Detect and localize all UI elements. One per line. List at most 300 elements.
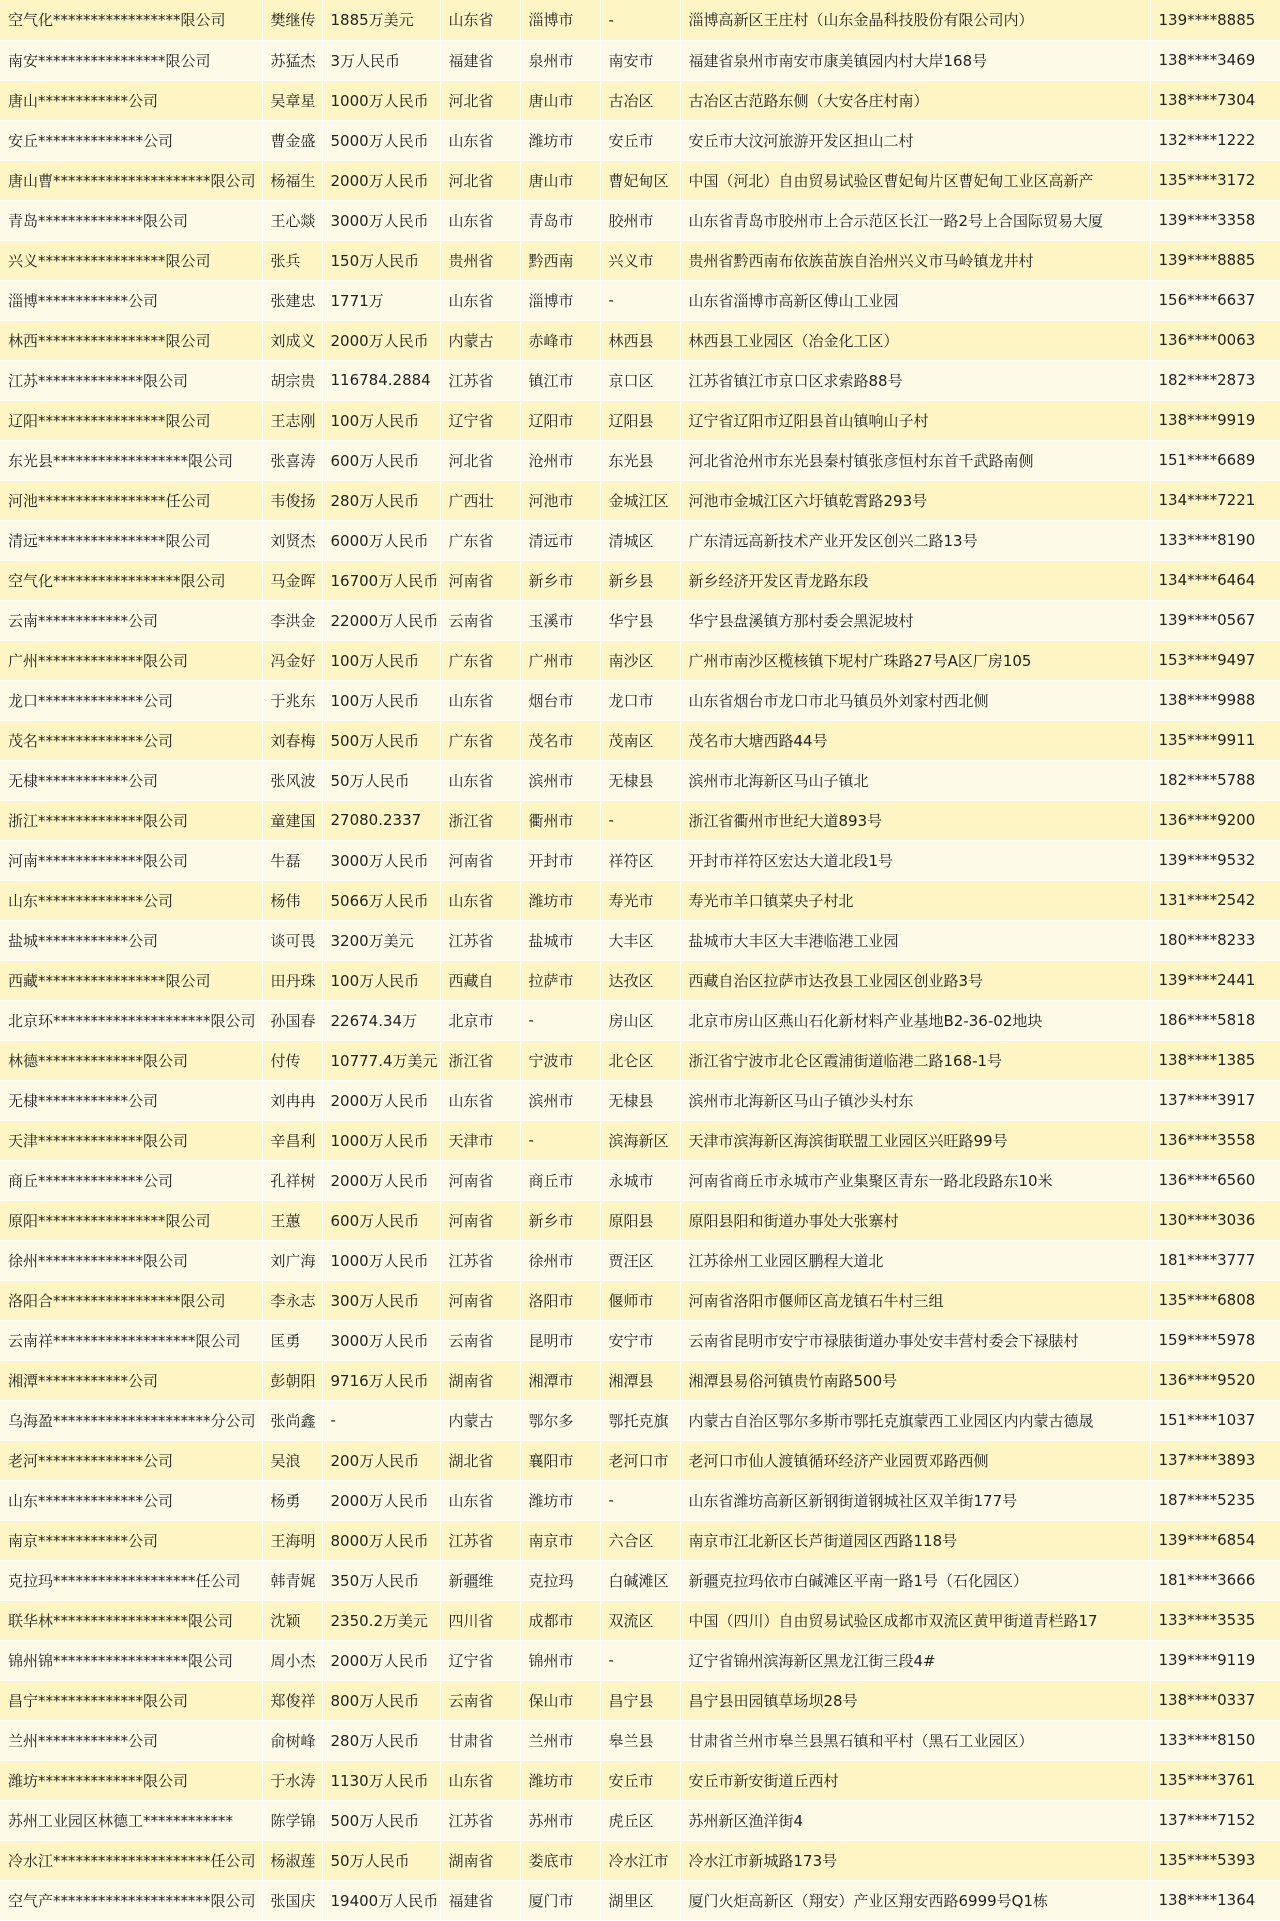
company-name-cell: 南京************公司 — [0, 1520, 262, 1560]
company-name-cell: 山东**************公司 — [0, 1480, 262, 1520]
registered-capital-cell: 500万人民币 — [322, 720, 440, 760]
legal-person-cell: 田丹珠 — [262, 960, 322, 1000]
phone-cell: 151****1037 — [1150, 1400, 1280, 1440]
district-cell: 湘潭县 — [600, 1360, 680, 1400]
phone-cell: 133****8190 — [1150, 520, 1280, 560]
table-row — [0, 240, 1280, 280]
legal-person-cell: 周小杰 — [262, 1640, 322, 1680]
phone-cell: 135****9911 — [1150, 720, 1280, 760]
legal-person-cell: 张风波 — [262, 760, 322, 800]
table-row — [0, 1880, 1280, 1920]
registered-capital-cell: 2000万人民币 — [322, 1480, 440, 1520]
province-cell: 山东省 — [440, 1760, 520, 1800]
phone-cell: 159****5978 — [1150, 1320, 1280, 1360]
province-cell: 广西壮 — [440, 480, 520, 520]
table-row — [0, 40, 1280, 80]
district-cell: - — [600, 280, 680, 320]
province-cell: 辽宁省 — [440, 400, 520, 440]
province-cell: 山东省 — [440, 1080, 520, 1120]
company-name-cell: 云南************公司 — [0, 600, 262, 640]
company-name-cell: 无棣************公司 — [0, 760, 262, 800]
phone-cell: 138****1385 — [1150, 1040, 1280, 1080]
company-name-cell: 潍坊**************限公司 — [0, 1760, 262, 1800]
company-name-cell: 盐城************公司 — [0, 920, 262, 960]
district-cell: 曹妃甸区 — [600, 160, 680, 200]
table-row — [0, 1200, 1280, 1240]
province-cell: 河南省 — [440, 1200, 520, 1240]
city-cell: 潍坊市 — [520, 1760, 600, 1800]
phone-cell: 136****9520 — [1150, 1360, 1280, 1400]
city-cell: 商丘市 — [520, 1160, 600, 1200]
company-name-cell: 山东**************公司 — [0, 880, 262, 920]
city-cell: 拉萨市 — [520, 960, 600, 1000]
province-cell: 河北省 — [440, 160, 520, 200]
address-cell: 甘肃省兰州市皋兰县黑石镇和平村（黑石工业园区） — [680, 1720, 1150, 1760]
table-row — [0, 720, 1280, 760]
district-cell: 六合区 — [600, 1520, 680, 1560]
district-cell: - — [600, 0, 680, 40]
address-cell: 盐城市大丰区大丰港临港工业园 — [680, 920, 1150, 960]
phone-cell: 182****2873 — [1150, 360, 1280, 400]
phone-cell: 138****3469 — [1150, 40, 1280, 80]
city-cell: 潍坊市 — [520, 880, 600, 920]
table-row — [0, 520, 1280, 560]
table-row — [0, 1360, 1280, 1400]
company-name-cell: 唐山曹*********************限公司 — [0, 160, 262, 200]
table-row — [0, 800, 1280, 840]
province-cell: 辽宁省 — [440, 1640, 520, 1680]
table-row — [0, 320, 1280, 360]
address-cell: 福建省泉州市南安市康美镇园内村大岸168号 — [680, 40, 1150, 80]
phone-cell: 136****0063 — [1150, 320, 1280, 360]
table-row — [0, 1640, 1280, 1680]
city-cell: 衢州市 — [520, 800, 600, 840]
province-cell: 山东省 — [440, 680, 520, 720]
address-cell: 江苏省镇江市京口区求索路88号 — [680, 360, 1150, 400]
table-row — [0, 280, 1280, 320]
province-cell: 贵州省 — [440, 240, 520, 280]
registered-capital-cell: 2000万人民币 — [322, 160, 440, 200]
phone-cell: 138****7304 — [1150, 80, 1280, 120]
city-cell: 广州市 — [520, 640, 600, 680]
city-cell: 潍坊市 — [520, 1480, 600, 1520]
table-row — [0, 80, 1280, 120]
company-name-cell: 冷水江*********************任公司 — [0, 1840, 262, 1880]
address-cell: 广州市南沙区榄核镇下坭村广珠路27号A区厂房105 — [680, 640, 1150, 680]
legal-person-cell: 孙国春 — [262, 1000, 322, 1040]
district-cell: 兴义市 — [600, 240, 680, 280]
phone-cell: 139****6854 — [1150, 1520, 1280, 1560]
district-cell: 安丘市 — [600, 1760, 680, 1800]
company-name-cell: 林西*****************限公司 — [0, 320, 262, 360]
district-cell: 原阳县 — [600, 1200, 680, 1240]
registered-capital-cell: 100万人民币 — [322, 640, 440, 680]
province-cell: 山东省 — [440, 1480, 520, 1520]
table-row — [0, 560, 1280, 600]
phone-cell: 181****3777 — [1150, 1240, 1280, 1280]
table-row — [0, 680, 1280, 720]
legal-person-cell: 刘冉冉 — [262, 1080, 322, 1120]
table-row — [0, 1720, 1280, 1760]
province-cell: 内蒙古 — [440, 1400, 520, 1440]
company-name-cell: 浙江**************限公司 — [0, 800, 262, 840]
table-row — [0, 1280, 1280, 1320]
address-cell: 寿光市羊口镇菜央子村北 — [680, 880, 1150, 920]
company-name-cell: 辽阳*****************限公司 — [0, 400, 262, 440]
phone-cell: 136****3558 — [1150, 1120, 1280, 1160]
table-row — [0, 1160, 1280, 1200]
legal-person-cell: 于兆东 — [262, 680, 322, 720]
legal-person-cell: 彭朝阳 — [262, 1360, 322, 1400]
company-name-cell: 无棣************公司 — [0, 1080, 262, 1120]
registered-capital-cell: 116784.2884 — [322, 360, 440, 400]
company-name-cell: 清远*****************限公司 — [0, 520, 262, 560]
phone-cell: 132****1222 — [1150, 120, 1280, 160]
address-cell: 茂名市大塘西路44号 — [680, 720, 1150, 760]
registered-capital-cell: 5066万人民币 — [322, 880, 440, 920]
province-cell: 福建省 — [440, 40, 520, 80]
table-row — [0, 1600, 1280, 1640]
city-cell: 宁波市 — [520, 1040, 600, 1080]
province-cell: 河北省 — [440, 80, 520, 120]
district-cell: 鄂托克旗 — [600, 1400, 680, 1440]
address-cell: 浙江省衢州市世纪大道893号 — [680, 800, 1150, 840]
registered-capital-cell: 1000万人民币 — [322, 1120, 440, 1160]
legal-person-cell: 韦俊扬 — [262, 480, 322, 520]
province-cell: 山东省 — [440, 200, 520, 240]
district-cell: 昌宁县 — [600, 1680, 680, 1720]
table-row — [0, 880, 1280, 920]
phone-cell: 133****3535 — [1150, 1600, 1280, 1640]
company-name-cell: 空气化*****************限公司 — [0, 0, 262, 40]
legal-person-cell: 张建忠 — [262, 280, 322, 320]
company-name-cell: 昌宁**************限公司 — [0, 1680, 262, 1720]
company-name-cell: 西藏*****************限公司 — [0, 960, 262, 1000]
registered-capital-cell: 500万人民币 — [322, 1800, 440, 1840]
district-cell: 虎丘区 — [600, 1800, 680, 1840]
city-cell: 成都市 — [520, 1600, 600, 1640]
registered-capital-cell: 800万人民币 — [322, 1680, 440, 1720]
legal-person-cell: 苏猛杰 — [262, 40, 322, 80]
table-row — [0, 1680, 1280, 1720]
table-row — [0, 1040, 1280, 1080]
address-cell: 华宁县盘溪镇方那村委会黑泥坡村 — [680, 600, 1150, 640]
company-name-cell: 兰州************公司 — [0, 1720, 262, 1760]
legal-person-cell: 谈可畏 — [262, 920, 322, 960]
company-name-cell: 河池*****************任公司 — [0, 480, 262, 520]
address-cell: 西藏自治区拉萨市达孜县工业园区创业路3号 — [680, 960, 1150, 1000]
province-cell: 山东省 — [440, 280, 520, 320]
address-cell: 厦门火炬高新区（翔安）产业区翔安西路6999号Q1栋 — [680, 1880, 1150, 1920]
company-name-cell: 淄博************公司 — [0, 280, 262, 320]
city-cell: 镇江市 — [520, 360, 600, 400]
registered-capital-cell: 2000万人民币 — [322, 1160, 440, 1200]
province-cell: 云南省 — [440, 1320, 520, 1360]
district-cell: 皋兰县 — [600, 1720, 680, 1760]
province-cell: 四川省 — [440, 1600, 520, 1640]
registered-capital-cell: 100万人民币 — [322, 960, 440, 1000]
province-cell: 新疆维 — [440, 1560, 520, 1600]
district-cell: 滨海新区 — [600, 1120, 680, 1160]
phone-cell: 187****5235 — [1150, 1480, 1280, 1520]
city-cell: 昆明市 — [520, 1320, 600, 1360]
district-cell: 清城区 — [600, 520, 680, 560]
legal-person-cell: 陈学锦 — [262, 1800, 322, 1840]
legal-person-cell: 张喜涛 — [262, 440, 322, 480]
district-cell: 南沙区 — [600, 640, 680, 680]
phone-cell: 139****9532 — [1150, 840, 1280, 880]
legal-person-cell: 辛昌利 — [262, 1120, 322, 1160]
province-cell: 天津市 — [440, 1120, 520, 1160]
registered-capital-cell: 10777.4万美元 — [322, 1040, 440, 1080]
address-cell: 南京市江北新区长芦街道园区西路118号 — [680, 1520, 1150, 1560]
company-name-cell: 徐州**************限公司 — [0, 1240, 262, 1280]
phone-cell: 138****9988 — [1150, 680, 1280, 720]
legal-person-cell: 杨伟 — [262, 880, 322, 920]
phone-cell: 153****9497 — [1150, 640, 1280, 680]
legal-person-cell: 樊继传 — [262, 0, 322, 40]
city-cell: 辽阳市 — [520, 400, 600, 440]
district-cell: 偃师市 — [600, 1280, 680, 1320]
legal-person-cell: 郑俊祥 — [262, 1680, 322, 1720]
phone-cell: 139****0567 — [1150, 600, 1280, 640]
address-cell: 滨州市北海新区马山子镇北 — [680, 760, 1150, 800]
city-cell: 洛阳市 — [520, 1280, 600, 1320]
table-row — [0, 920, 1280, 960]
city-cell: - — [520, 1000, 600, 1040]
registered-capital-cell: 1000万人民币 — [322, 1240, 440, 1280]
address-cell: 贵州省黔西南布依族苗族自治州兴义市马岭镇龙井村 — [680, 240, 1150, 280]
district-cell: 房山区 — [600, 1000, 680, 1040]
phone-cell: 182****5788 — [1150, 760, 1280, 800]
address-cell: 安丘市新安街道丘西村 — [680, 1760, 1150, 1800]
province-cell: 云南省 — [440, 1680, 520, 1720]
address-cell: 湘潭县易俗河镇贵竹南路500号 — [680, 1360, 1150, 1400]
province-cell: 湖南省 — [440, 1360, 520, 1400]
province-cell: 河南省 — [440, 560, 520, 600]
district-cell: 东光县 — [600, 440, 680, 480]
legal-person-cell: 刘成义 — [262, 320, 322, 360]
company-name-cell: 乌海盈*********************分公司 — [0, 1400, 262, 1440]
company-name-cell: 老河**************公司 — [0, 1440, 262, 1480]
city-cell: 襄阳市 — [520, 1440, 600, 1480]
address-cell: 新疆克拉玛依市白碱滩区平南一路1号（石化园区） — [680, 1560, 1150, 1600]
city-cell: 烟台市 — [520, 680, 600, 720]
city-cell: 唐山市 — [520, 160, 600, 200]
phone-cell: 135****6808 — [1150, 1280, 1280, 1320]
city-cell: 赤峰市 — [520, 320, 600, 360]
address-cell: 河池市金城江区六圩镇乾霄路293号 — [680, 480, 1150, 520]
legal-person-cell: 胡宗贵 — [262, 360, 322, 400]
address-cell: 原阳县阳和街道办事处大张寨村 — [680, 1200, 1150, 1240]
registered-capital-cell: 22000万人民币 — [322, 600, 440, 640]
address-cell: 中国（四川）自由贸易试验区成都市双流区黄甲街道青栏路17 — [680, 1600, 1150, 1640]
city-cell: - — [520, 1120, 600, 1160]
city-cell: 徐州市 — [520, 1240, 600, 1280]
registered-capital-cell: 19400万人民币 — [322, 1880, 440, 1920]
legal-person-cell: 付传 — [262, 1040, 322, 1080]
table-row — [0, 1840, 1280, 1880]
registered-capital-cell: 3万人民币 — [322, 40, 440, 80]
province-cell: 内蒙古 — [440, 320, 520, 360]
table-row — [0, 360, 1280, 400]
address-cell: 新乡经济开发区青龙路东段 — [680, 560, 1150, 600]
address-cell: 山东省青岛市胶州市上合示范区长江一路2号上合国际贸易大厦 — [680, 200, 1150, 240]
district-cell: 安宁市 — [600, 1320, 680, 1360]
registered-capital-cell: 5000万人民币 — [322, 120, 440, 160]
city-cell: 玉溪市 — [520, 600, 600, 640]
province-cell: 江苏省 — [440, 920, 520, 960]
province-cell: 西藏自 — [440, 960, 520, 1000]
district-cell: 茂南区 — [600, 720, 680, 760]
city-cell: 淄博市 — [520, 0, 600, 40]
address-cell: 苏州新区渔洋街4 — [680, 1800, 1150, 1840]
district-cell: 林西县 — [600, 320, 680, 360]
province-cell: 江苏省 — [440, 360, 520, 400]
legal-person-cell: 俞树峰 — [262, 1720, 322, 1760]
registered-capital-cell: 100万人民币 — [322, 680, 440, 720]
phone-cell: 134****6464 — [1150, 560, 1280, 600]
province-cell: 北京市 — [440, 1000, 520, 1040]
table-row — [0, 600, 1280, 640]
city-cell: 清远市 — [520, 520, 600, 560]
table-row — [0, 1120, 1280, 1160]
district-cell: 寿光市 — [600, 880, 680, 920]
legal-person-cell: 匡勇 — [262, 1320, 322, 1360]
phone-cell: 139****8885 — [1150, 240, 1280, 280]
district-cell: 大丰区 — [600, 920, 680, 960]
province-cell: 甘肃省 — [440, 1720, 520, 1760]
address-cell: 辽宁省锦州滨海新区黑龙江街三段4# — [680, 1640, 1150, 1680]
company-name-cell: 广州**************限公司 — [0, 640, 262, 680]
address-cell: 江苏徐州工业园区鹏程大道北 — [680, 1240, 1150, 1280]
city-cell: 厦门市 — [520, 1880, 600, 1920]
phone-cell: 135****3172 — [1150, 160, 1280, 200]
district-cell: - — [600, 1640, 680, 1680]
city-cell: 沧州市 — [520, 440, 600, 480]
company-name-cell: 河南**************限公司 — [0, 840, 262, 880]
table-row — [0, 1000, 1280, 1040]
address-cell: 河南省洛阳市偃师区高龙镇石牛村三组 — [680, 1280, 1150, 1320]
registered-capital-cell: 3000万人民币 — [322, 1320, 440, 1360]
registered-capital-cell: 300万人民币 — [322, 1280, 440, 1320]
city-cell: 鄂尔多 — [520, 1400, 600, 1440]
province-cell: 江苏省 — [440, 1520, 520, 1560]
city-cell: 河池市 — [520, 480, 600, 520]
address-cell: 开封市祥符区宏达大道北段1号 — [680, 840, 1150, 880]
table-row — [0, 1760, 1280, 1800]
registered-capital-cell: 8000万人民币 — [322, 1520, 440, 1560]
table-row — [0, 0, 1280, 40]
table-row — [0, 1320, 1280, 1360]
phone-cell: 151****6689 — [1150, 440, 1280, 480]
city-cell: 兰州市 — [520, 1720, 600, 1760]
company-name-cell: 北京环*********************限公司 — [0, 1000, 262, 1040]
city-cell: 淄博市 — [520, 280, 600, 320]
province-cell: 浙江省 — [440, 1040, 520, 1080]
district-cell: 安丘市 — [600, 120, 680, 160]
district-cell: 胶州市 — [600, 200, 680, 240]
district-cell: 白碱滩区 — [600, 1560, 680, 1600]
legal-person-cell: 吴章星 — [262, 80, 322, 120]
address-cell: 河北省沧州市东光县秦村镇张彦恒村东首千武路南侧 — [680, 440, 1150, 480]
registered-capital-cell: 22674.34万 — [322, 1000, 440, 1040]
table-row — [0, 640, 1280, 680]
phone-cell: 134****7221 — [1150, 480, 1280, 520]
address-cell: 冷水江市新城路173号 — [680, 1840, 1150, 1880]
province-cell: 福建省 — [440, 1880, 520, 1920]
registered-capital-cell: 2000万人民币 — [322, 1080, 440, 1120]
province-cell: 广东省 — [440, 720, 520, 760]
address-cell: 昌宁县田园镇草场坝28号 — [680, 1680, 1150, 1720]
city-cell: 潍坊市 — [520, 120, 600, 160]
address-cell: 云南省昆明市安宁市禄脿街道办事处安丰营村委会下禄脿村 — [680, 1320, 1150, 1360]
registered-capital-cell: 200万人民币 — [322, 1440, 440, 1480]
legal-person-cell: 吴浪 — [262, 1440, 322, 1480]
company-name-cell: 湘潭************公司 — [0, 1360, 262, 1400]
registered-capital-cell: 600万人民币 — [322, 1200, 440, 1240]
phone-cell: 181****3666 — [1150, 1560, 1280, 1600]
company-name-cell: 龙口**************公司 — [0, 680, 262, 720]
company-name-cell: 兴义*****************限公司 — [0, 240, 262, 280]
legal-person-cell: 李洪金 — [262, 600, 322, 640]
registered-capital-cell: 1885万美元 — [322, 0, 440, 40]
province-cell: 河南省 — [440, 1280, 520, 1320]
registered-capital-cell: 280万人民币 — [322, 1720, 440, 1760]
table-row — [0, 120, 1280, 160]
company-name-cell: 天津**************限公司 — [0, 1120, 262, 1160]
legal-person-cell: 刘春梅 — [262, 720, 322, 760]
company-name-cell: 东光县******************限公司 — [0, 440, 262, 480]
legal-person-cell: 李永志 — [262, 1280, 322, 1320]
phone-cell: 137****3893 — [1150, 1440, 1280, 1480]
address-cell: 老河口市仙人渡镇循环经济产业园贾邓路西侧 — [680, 1440, 1150, 1480]
address-cell: 浙江省宁波市北仑区霞浦街道临港二路168-1号 — [680, 1040, 1150, 1080]
legal-person-cell: 牛磊 — [262, 840, 322, 880]
company-name-cell: 商丘**************公司 — [0, 1160, 262, 1200]
city-cell: 泉州市 — [520, 40, 600, 80]
district-cell: 新乡县 — [600, 560, 680, 600]
district-cell: 湖里区 — [600, 1880, 680, 1920]
table-row — [0, 160, 1280, 200]
district-cell: - — [600, 1480, 680, 1520]
address-cell: 安丘市大汶河旅游开发区担山二村 — [680, 120, 1150, 160]
registered-capital-cell: 600万人民币 — [322, 440, 440, 480]
registered-capital-cell: 3200万美元 — [322, 920, 440, 960]
registered-capital-cell: 280万人民币 — [322, 480, 440, 520]
address-cell: 内蒙古自治区鄂尔多斯市鄂托克旗蒙西工业园区内内蒙古德晟 — [680, 1400, 1150, 1440]
legal-person-cell: 于水涛 — [262, 1760, 322, 1800]
table-row — [0, 1520, 1280, 1560]
table-row — [0, 1240, 1280, 1280]
legal-person-cell: 杨淑莲 — [262, 1840, 322, 1880]
address-cell: 天津市滨海新区海滨街联盟工业园区兴旺路99号 — [680, 1120, 1150, 1160]
table-row — [0, 960, 1280, 1000]
district-cell: 辽阳县 — [600, 400, 680, 440]
registered-capital-cell: 6000万人民币 — [322, 520, 440, 560]
table-row — [0, 1440, 1280, 1480]
phone-cell: 138****1364 — [1150, 1880, 1280, 1920]
registered-capital-cell: 1130万人民币 — [322, 1760, 440, 1800]
province-cell: 云南省 — [440, 600, 520, 640]
province-cell: 山东省 — [440, 0, 520, 40]
province-cell: 山东省 — [440, 120, 520, 160]
address-cell: 滨州市北海新区马山子镇沙头村东 — [680, 1080, 1150, 1120]
table-row — [0, 1080, 1280, 1120]
company-name-cell: 南安*****************限公司 — [0, 40, 262, 80]
registered-capital-cell: 100万人民币 — [322, 400, 440, 440]
registered-capital-cell: 50万人民币 — [322, 760, 440, 800]
